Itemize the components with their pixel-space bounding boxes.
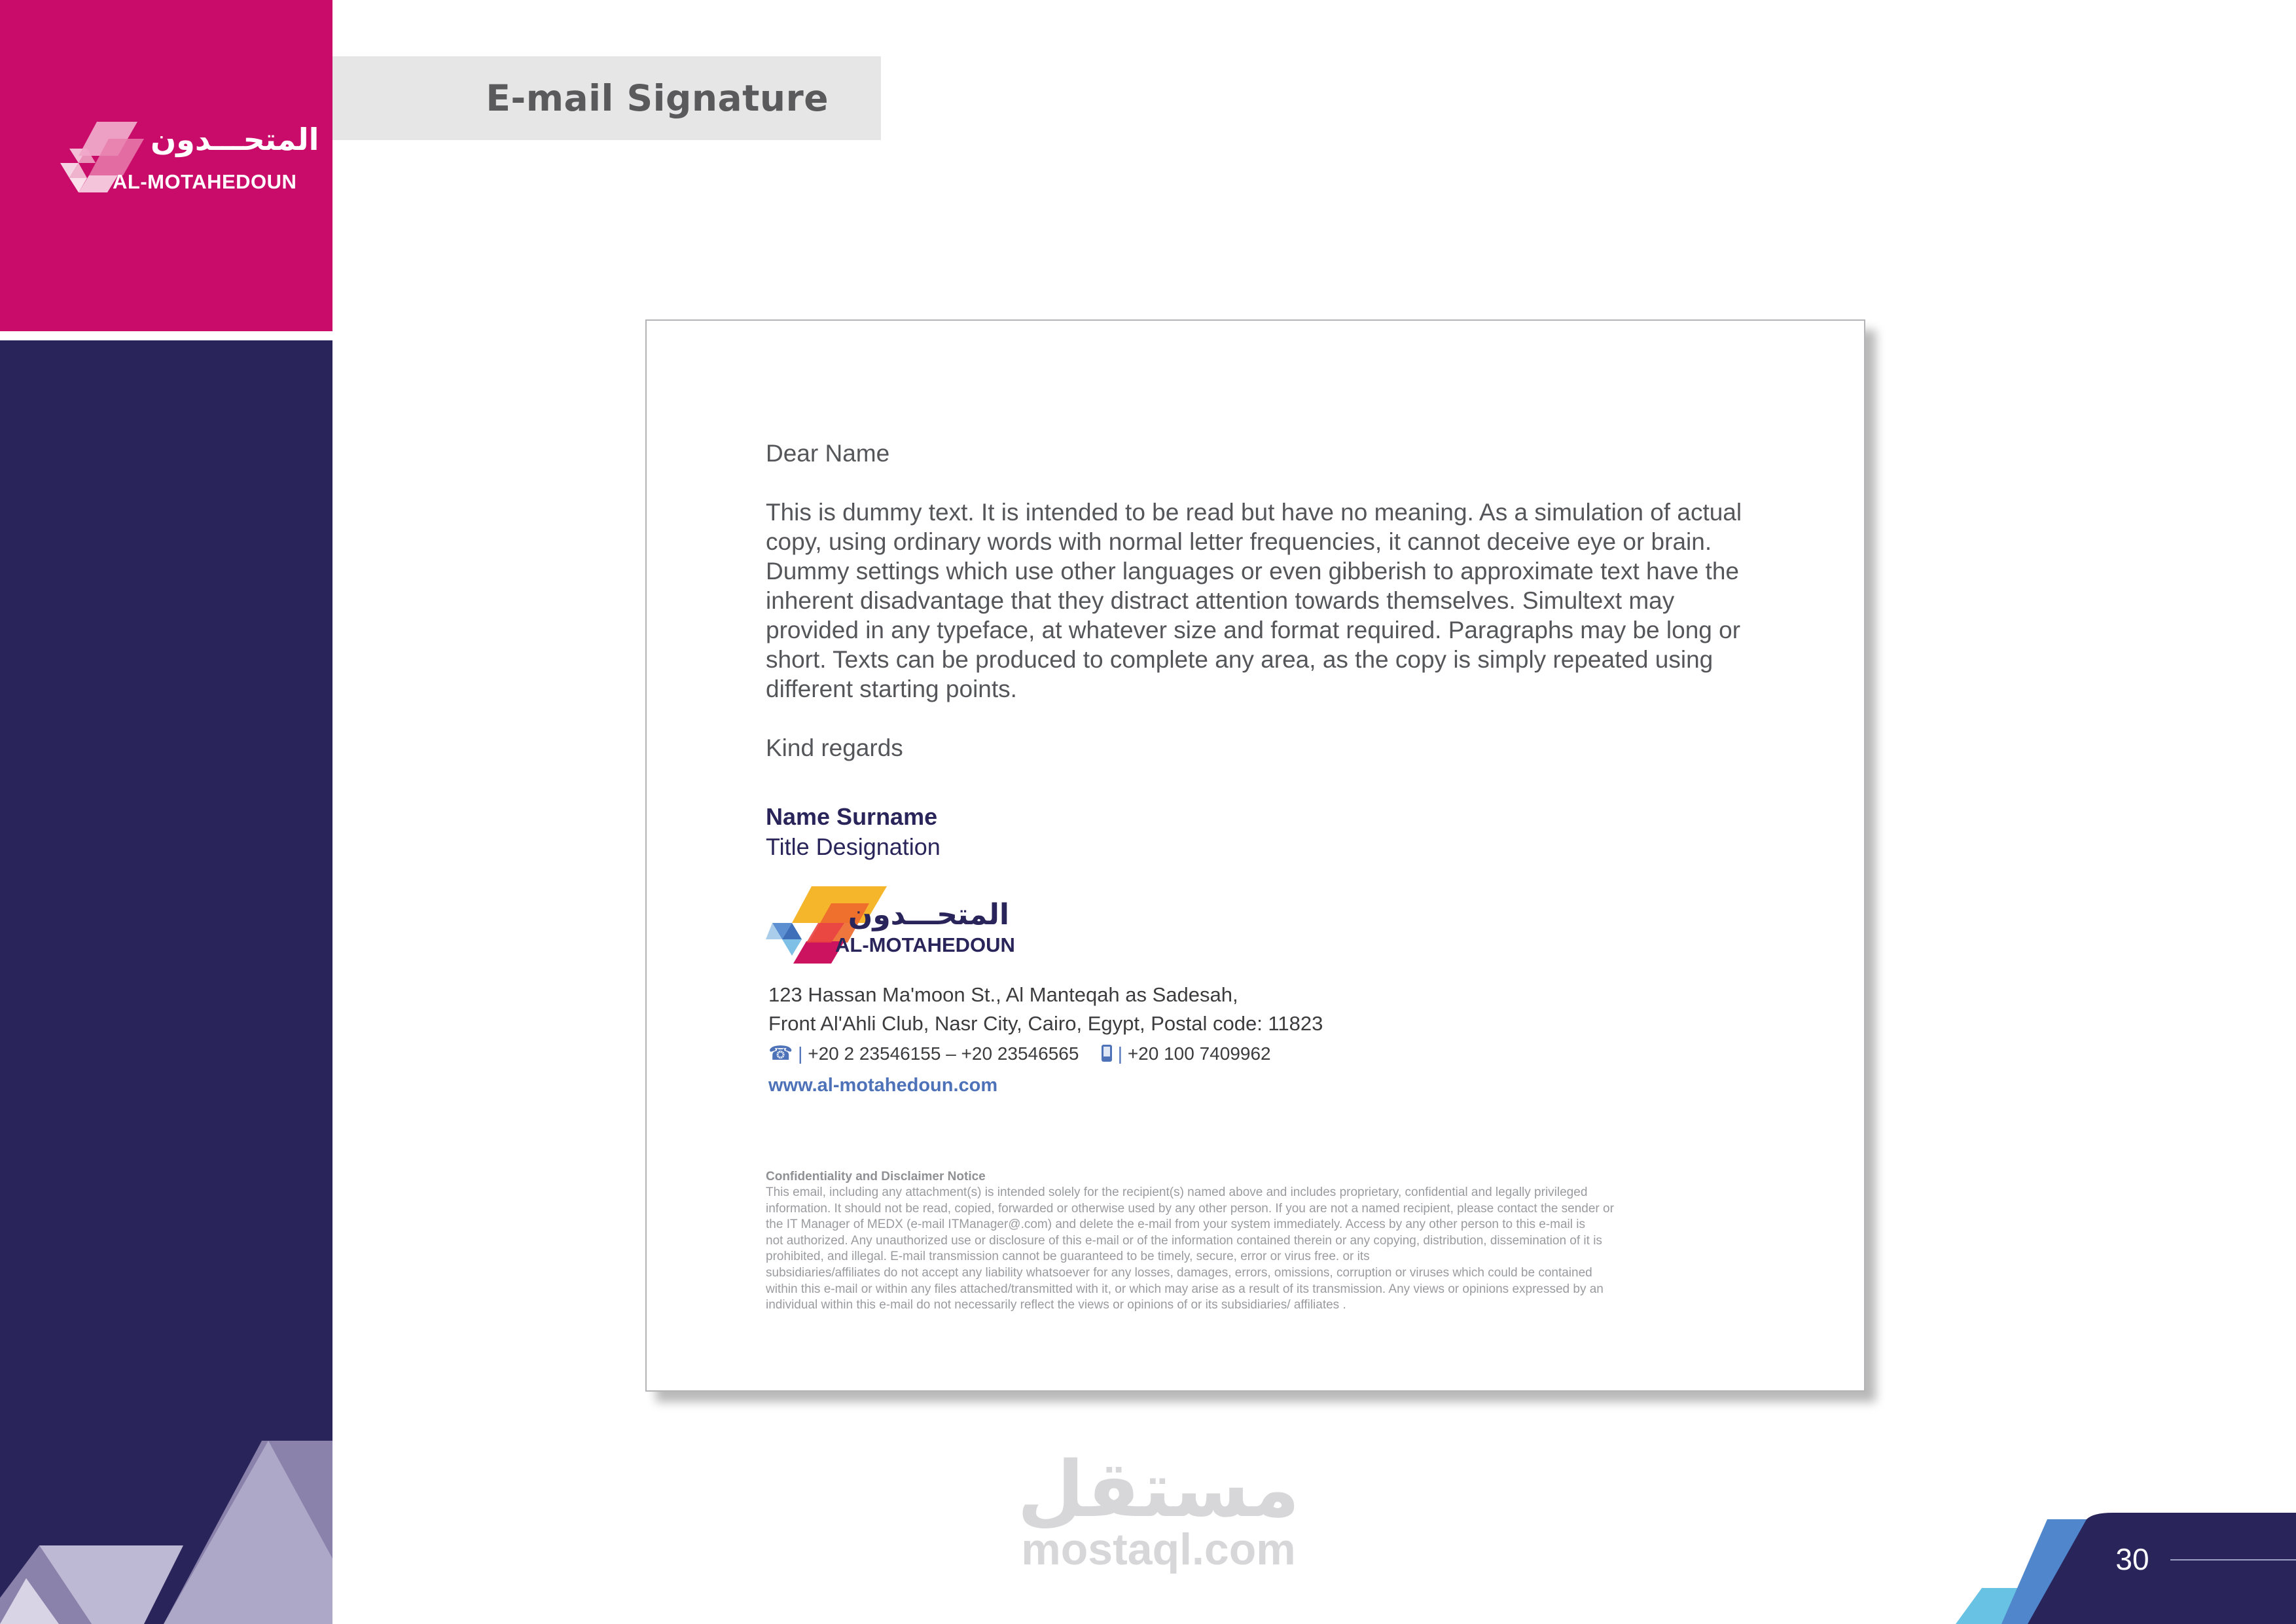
mobile-phone-icon [1101,1044,1113,1062]
signature-logo [766,884,1041,975]
disclaimer-line: information. It should not be read, copied, forwarded or otherwise used by any other person. If you are not a named recipient, please contact the sender or [766,1201,1614,1216]
disclaimer-line: within this e-mail or within any files attached/transmitted with it, or which may arise as a result of its transmission. Any views or opinions expressed by an [766,1282,1604,1296]
mobile-number: +20 100 7409962 [1127,1043,1271,1064]
signature-title: Title Designation [766,833,941,860]
address-line-1: 123 Hassan Ma'moon St., Al Manteqah as Sadesah, [768,983,1238,1006]
watermark [975,1444,1342,1574]
separator: | [793,1043,808,1064]
sidebar-navy-panel [0,340,332,1624]
email-body: This is dummy text. It is intended to be read but have no meaning. As a simulation of actual copy, using ordinary words with normal letter frequencies, it cannot deceive eye or brain. Dummy settings which use other languages or even gibberish to approximate text have the inherent disadvantage that they distract attention towards themselves. Simultext may provided in any typeface, at whatever size and format required. Paragraphs may be long or short. Texts can be produced to complete any area, as the copy is simply repeated using different starting points. [766,499,1742,702]
brand-latin-name: AL-MOTAHEDOUN [113,170,297,193]
disclaimer-body [766,1185,1734,1314]
disclaimer-line: individual within this e-mail do not necessarily reflect the views or opinions of or its subsidiaries/ affiliates . [766,1298,1346,1312]
disclaimer-line: the IT Manager of MEDX (e-mail ITManager@.com) and delete the e-mail from your system immediately. Access by any other person to this e-mail is [766,1218,1585,1232]
brand-arabic-name: المتحـــدون [151,122,319,157]
website-link[interactable]: www.al-motahedoun.com [768,1075,998,1096]
disclaimer-title: Confidentiality and Disclaimer Notice [766,1170,986,1183]
brand-block [0,0,332,331]
disclaimer-line: subsidiaries/affiliates do not accept any liability whatsoever for any losses, damages, errors, omissions, corruption or viruses which could be contained [766,1265,1592,1280]
email-closing: Kind regards [766,734,903,761]
page-number-rule [2170,1559,2296,1561]
disclaimer-line: prohibited, and illegal. E-mail transmission cannot be guaranteed to be timely, secure, error or virus free. or its [766,1250,1370,1264]
watermark-arabic: مستقل [1017,1444,1300,1534]
phone-numbers: +20 2 23546155 – +20 23546565 [808,1043,1079,1064]
section-title-bar [332,56,881,140]
page-number: 30 [2115,1542,2149,1576]
watermark-latin: mostaql.com [1021,1525,1296,1574]
disclaimer-line: This email, including any attachment(s) is intended solely for the recipient(s) named above and includes proprietary, confidential and legally privileged [766,1185,1588,1199]
phone-row [768,1042,1271,1066]
separator: | [1112,1043,1128,1064]
disclaimer-line: not authorized. Any unauthorized use or disclosure of this e-mail or of the information contained therein or any copying, distribution, dissemination of it is [766,1233,1602,1248]
email-sheet [645,319,1865,1392]
signature-logo-arabic: المتحـــدون [848,898,1009,931]
telephone-icon: ☎ [768,1043,793,1064]
signature-name: Name Surname [766,803,938,830]
brand-logo [46,119,319,208]
email-greeting: Dear Name [766,440,890,467]
address-line-2: Front Al'Ahli Club, Nasr City, Cairo, Egypt, Postal code: 11823 [768,1012,1323,1035]
decorative-triangles-icon [0,1441,332,1624]
section-title: E-mail Signature [486,77,829,119]
signature-logo-latin: AL-MOTAHEDOUN [835,933,1015,956]
